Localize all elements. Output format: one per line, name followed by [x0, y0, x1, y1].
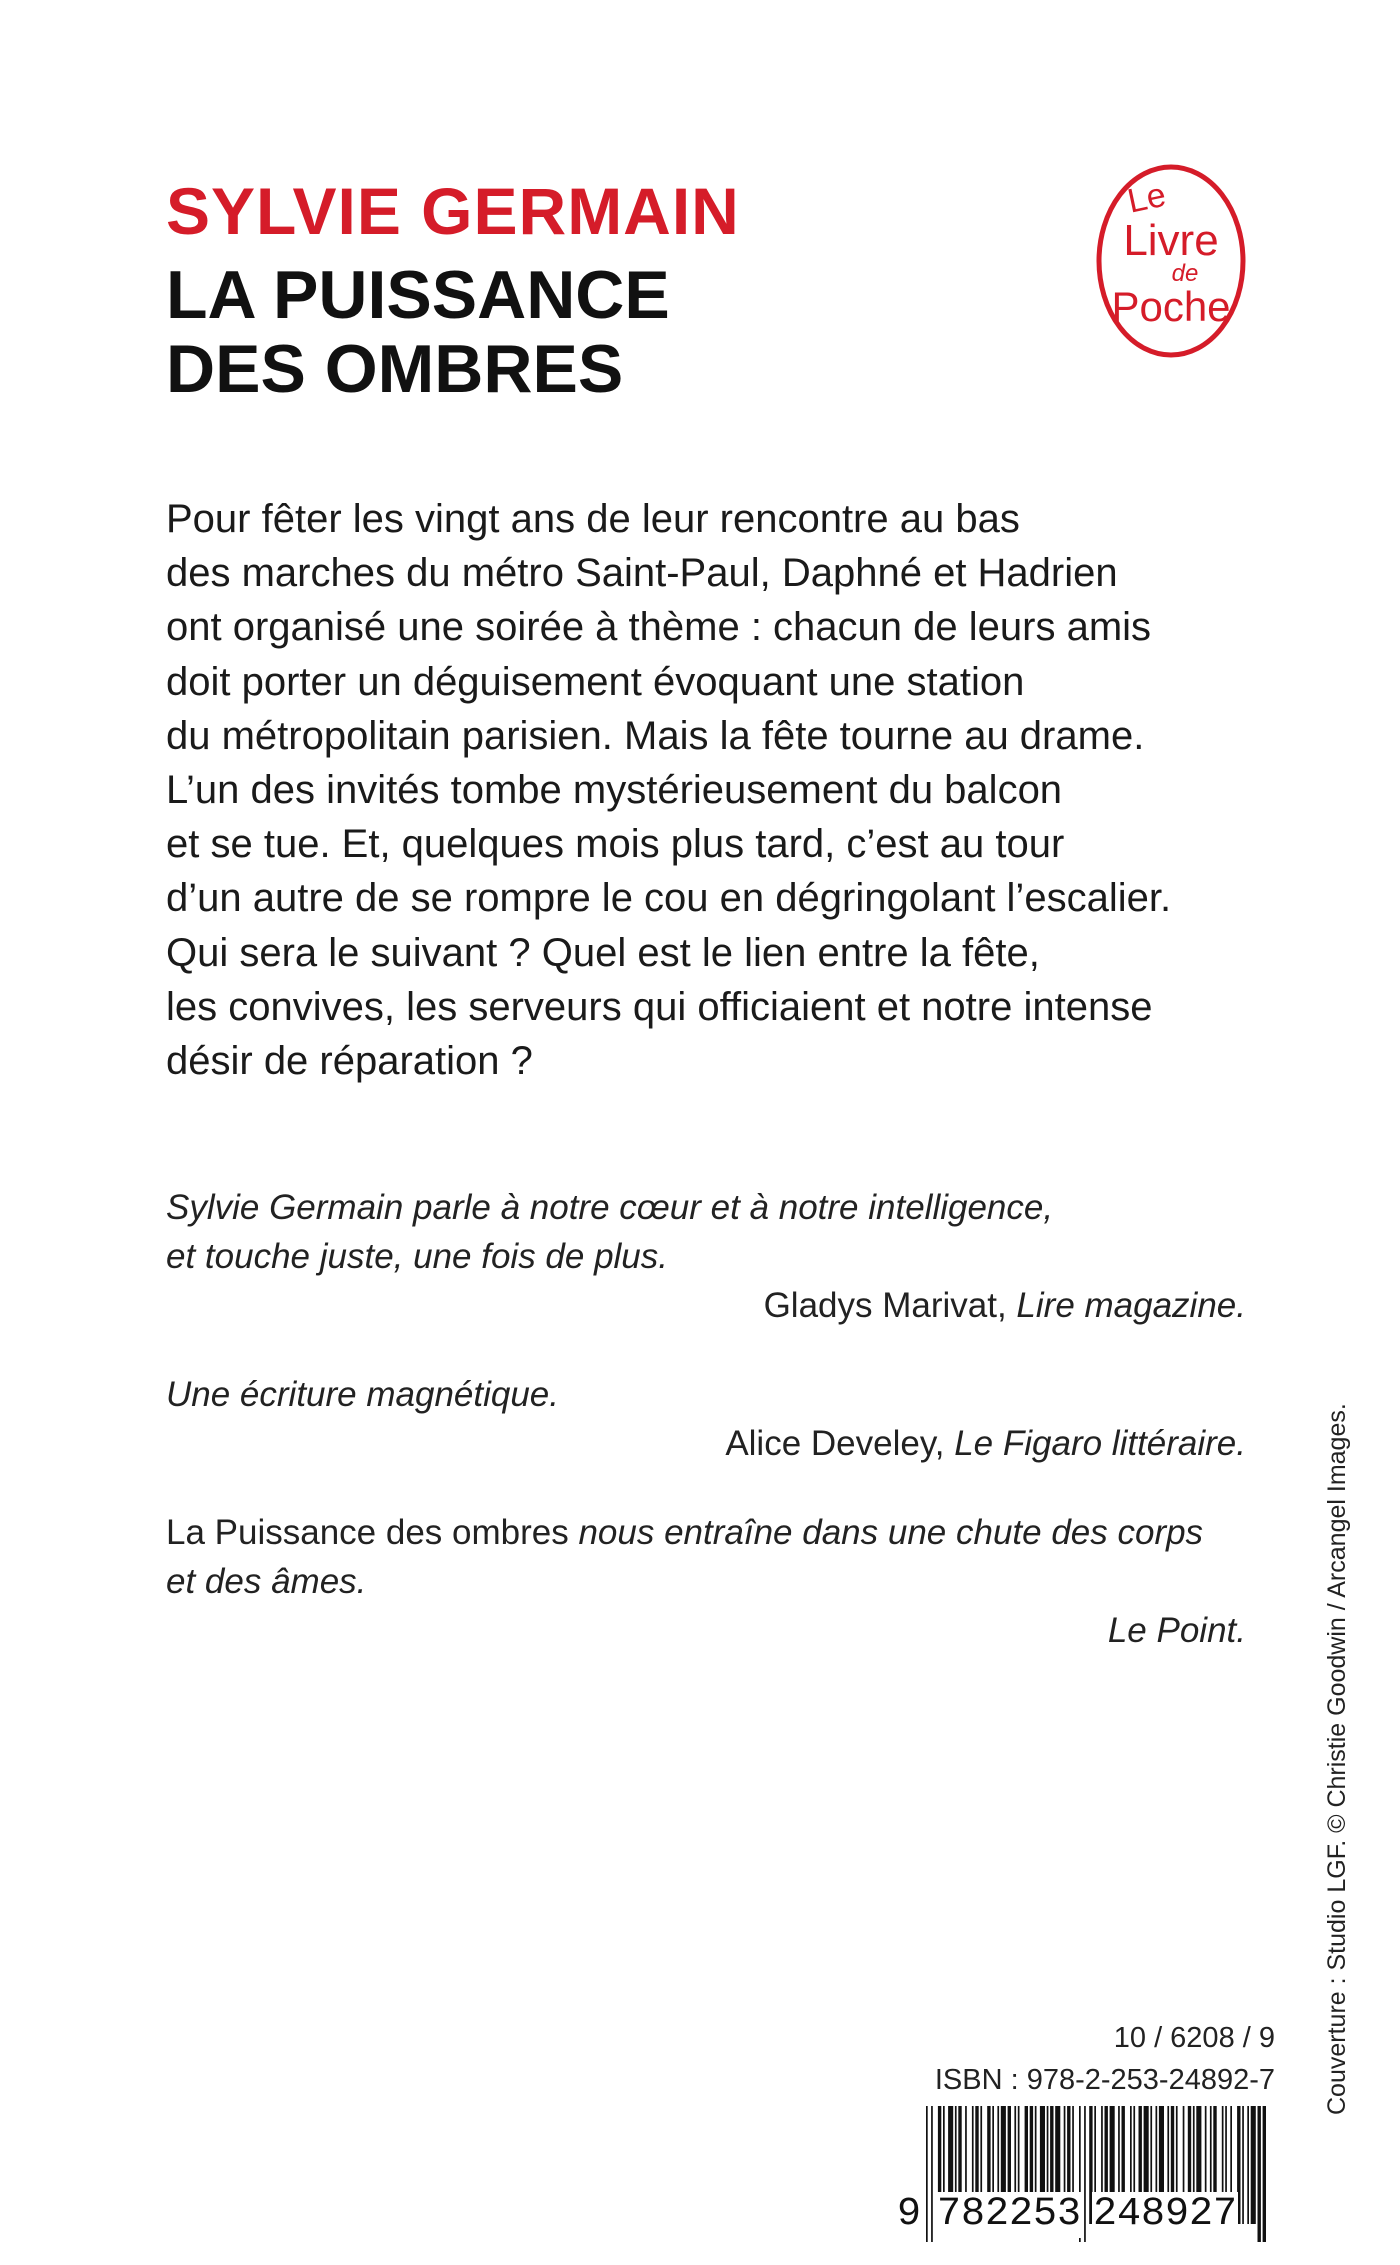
synopsis-line: les convives, les serveurs qui officiaient et notre intense [166, 984, 1153, 1029]
barcode-digits-left: 782253 [937, 2192, 1082, 2237]
logo-word-livre: Livre [1123, 216, 1219, 265]
synopsis [166, 492, 1246, 1088]
quote-author: Alice Develey, [725, 1424, 955, 1463]
quote-text: Une écriture magnétique. [166, 1375, 559, 1414]
synopsis-line: et se tue. Et, quelques mois plus tard, c’est au tour [166, 822, 1065, 867]
quote-text-rest: nous entraîne dans une chute des corps [568, 1513, 1204, 1552]
cover-credit: Couverture : Studio LGF. © Christie Goodwin / Arcangel Images. [1323, 1403, 1351, 2115]
logo-word-poche: Poche [1111, 283, 1231, 330]
book-title-line-1: LA PUISSANCE [166, 257, 670, 333]
isbn: ISBN : 978-2-253-24892-7 [934, 2064, 1275, 2096]
quote-text: et touche juste, une fois de plus. [166, 1237, 668, 1276]
synopsis-line: Pour fêter les vingt ans de leur rencontre au bas [166, 497, 1020, 541]
synopsis-line: Qui sera le suivant ? Quel est le lien entre la fête, [166, 930, 1040, 975]
logo-word-le: Le [1124, 175, 1170, 221]
quote-text [166, 1508, 1246, 1557]
quote-publication: Lire magazine. [1016, 1286, 1246, 1325]
logo-word-de: de [1171, 260, 1199, 287]
synopsis-line: d’un autre de se rompre le cou en dégringolant l’escalier. [166, 876, 1172, 921]
synopsis-line: ont organisé une soirée à thème : chacun de leurs amis [166, 605, 1152, 650]
catalog-code: 10 / 6208 / 9 [1113, 2022, 1275, 2054]
synopsis-line: L’un des invités tombe mystérieusement du balcon [166, 768, 1063, 813]
press-quote-le-point [166, 1508, 1246, 1655]
synopsis-line: du métropolitain parisien. Mais la fête tourne au drame. [166, 713, 1145, 758]
quote-text: et des âmes. [166, 1562, 367, 1601]
le-livre-de-poche-logo [1095, 163, 1247, 359]
quote-publication: Le Figaro littéraire. [954, 1424, 1246, 1463]
quote-text: Sylvie Germain parle à notre cœur et à notre intelligence, [166, 1188, 1054, 1227]
quote-book-title: La Puissance des ombres [166, 1513, 569, 1552]
barcode-digits-right: 248927 [1093, 2192, 1238, 2237]
barcode-digit-first: 9 [897, 2192, 922, 2237]
book-title-line-2: DES OMBRES [166, 331, 624, 407]
quote-author: Gladys Marivat, [763, 1286, 1017, 1325]
synopsis-line: désir de réparation ? [166, 1039, 533, 1084]
quote-source [166, 1281, 1246, 1330]
synopsis-line: doit porter un déguisement évoquant une station [166, 659, 1025, 704]
press-quote-lire [166, 1183, 1246, 1330]
book-title [166, 258, 670, 406]
author-name: SYLVIE GERMAIN [166, 174, 740, 248]
synopsis-line: des marches du métro Saint-Paul, Daphné et Hadrien [166, 551, 1118, 596]
quote-publication: Le Point. [1107, 1611, 1246, 1650]
barcode-digits [896, 2192, 1276, 2242]
quote-source [166, 1419, 1246, 1468]
press-quote-figaro [166, 1370, 1246, 1468]
